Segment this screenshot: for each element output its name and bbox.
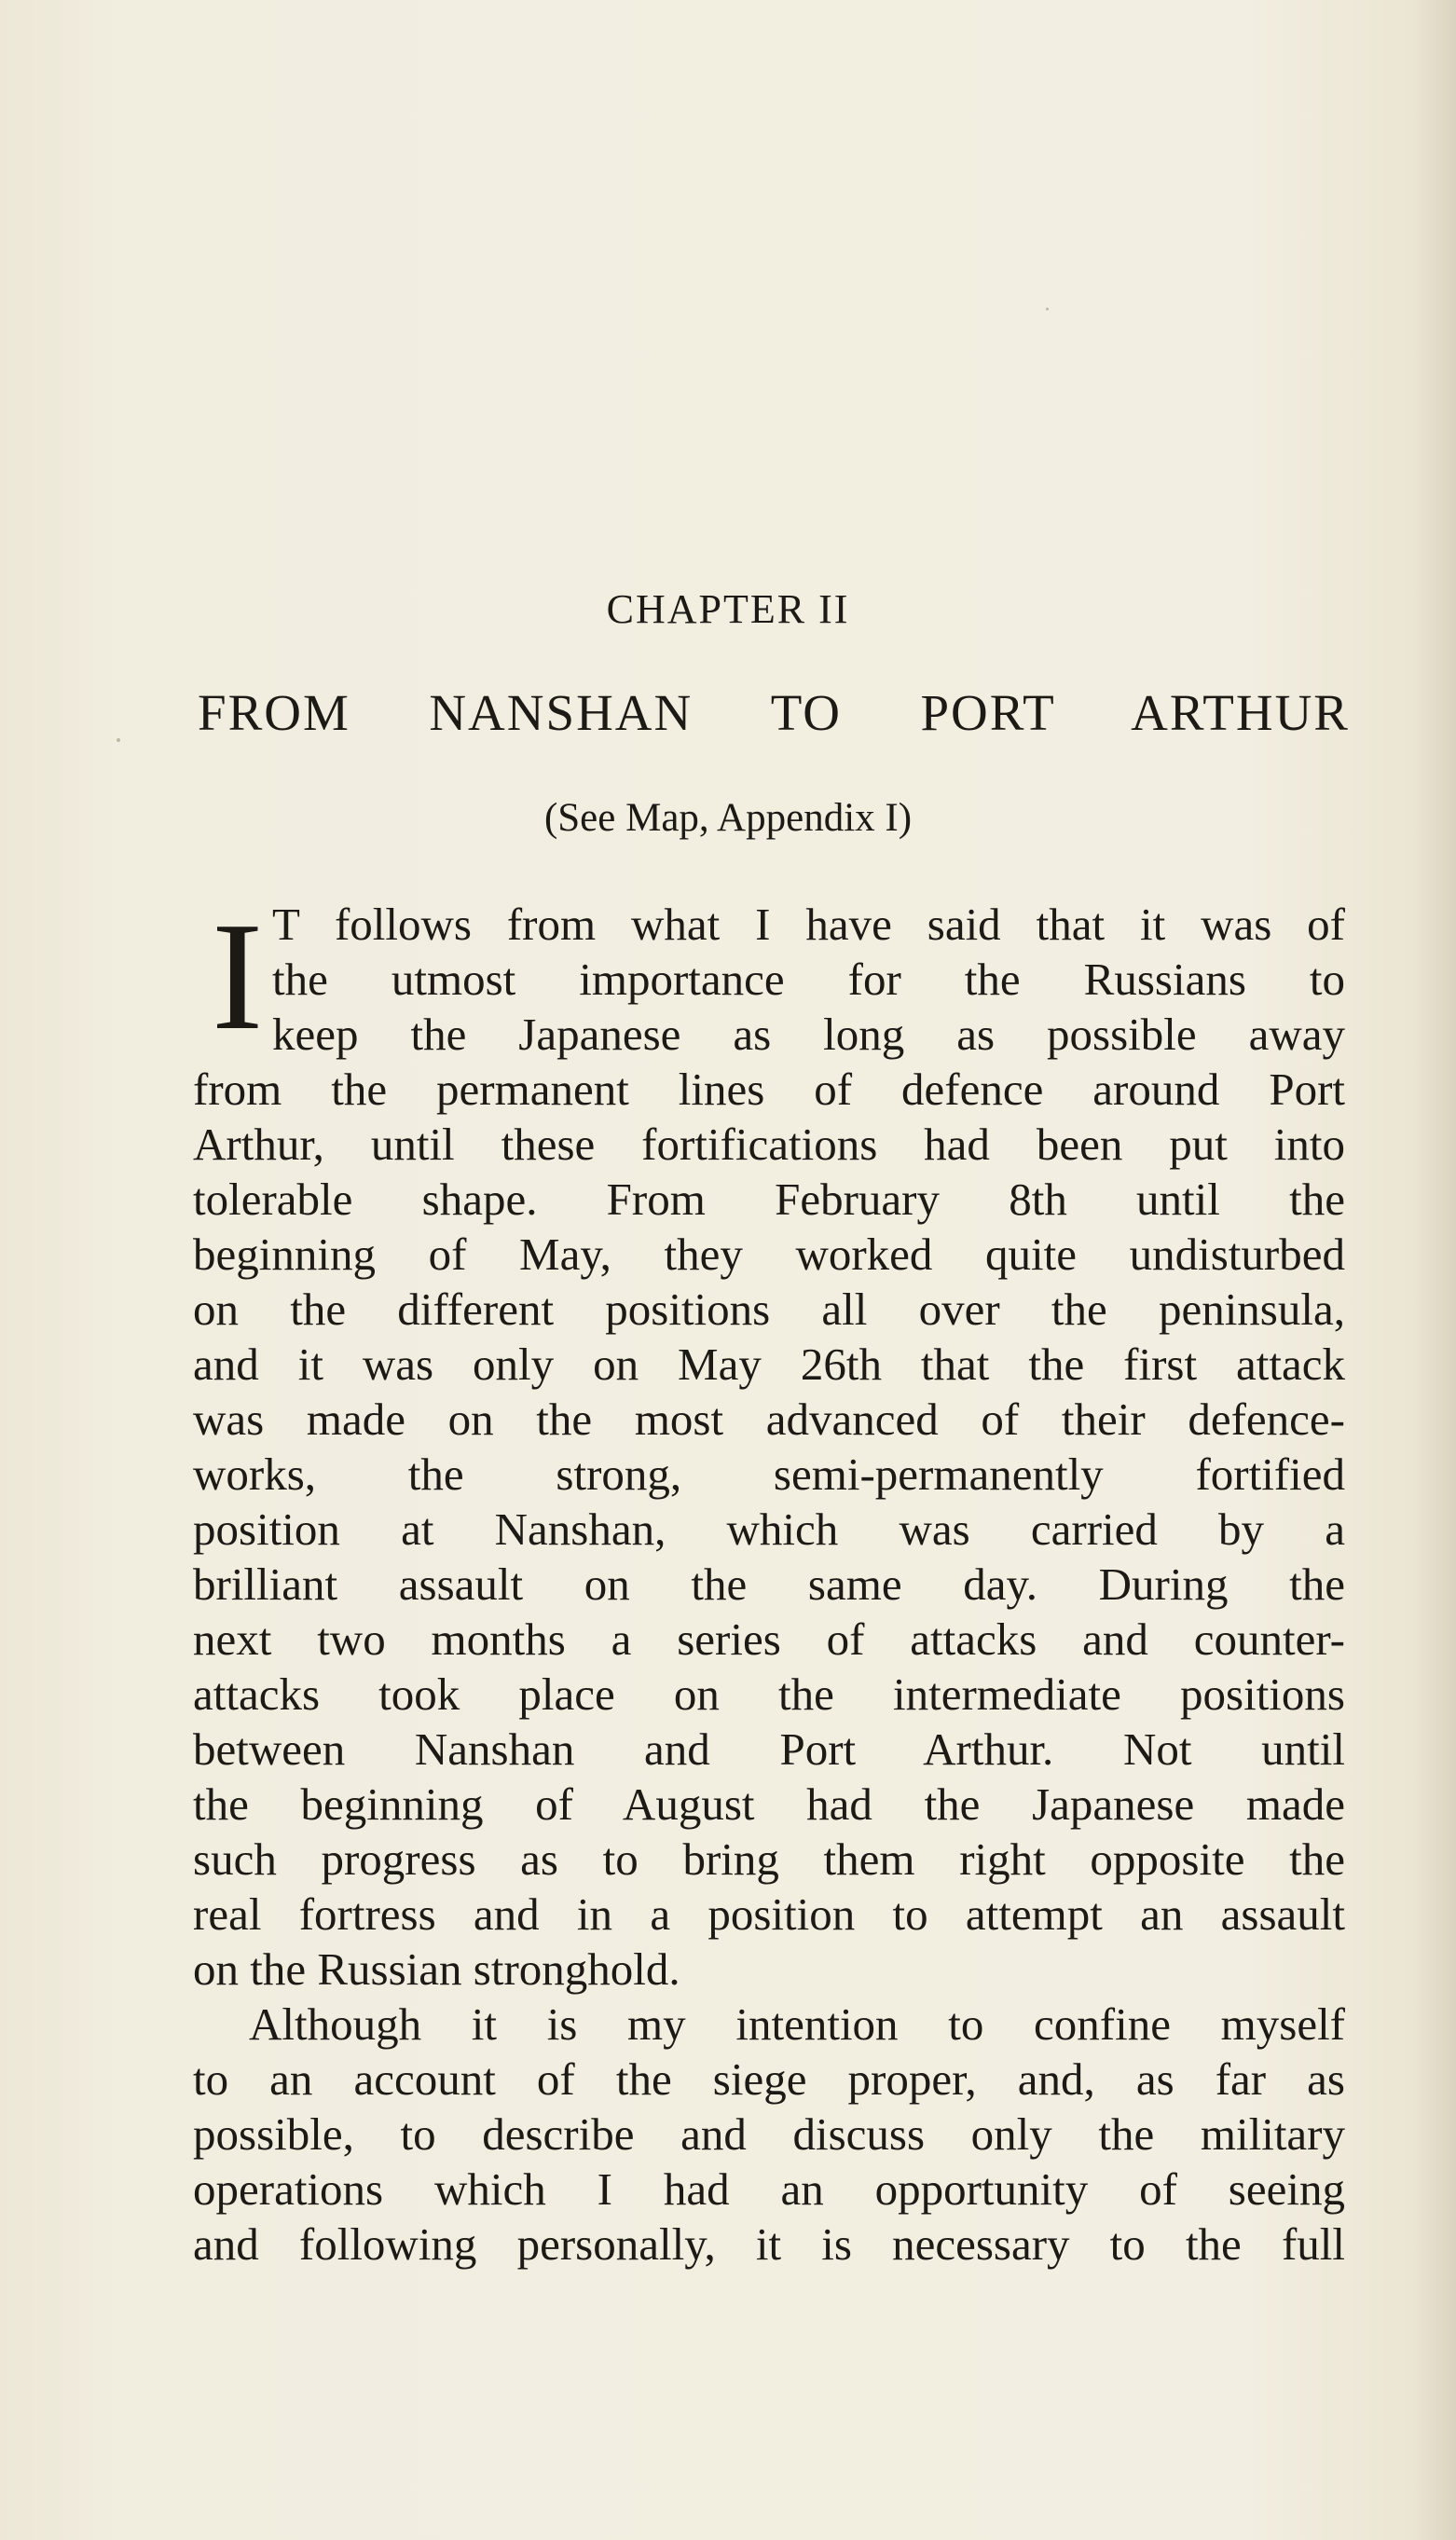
text-line: to an account of the siege proper, and, as far as [193, 2053, 1345, 2105]
text-line: tolerable shape. From February 8th until the [193, 1174, 1345, 1225]
text-line: from the permanent lines of defence around Port [193, 1064, 1345, 1115]
drop-cap: I [212, 890, 264, 1062]
text-line: and it was only on May 26th that the first attack [193, 1339, 1345, 1390]
text-line: attacks took place on the intermediate positions [193, 1668, 1345, 1720]
paper-speck [117, 738, 120, 742]
chapter-subtitle: (See Map, Appendix I) [543, 796, 913, 840]
chapter-title: FROM NANSHAN TO PORT ARTHUR [198, 684, 1350, 741]
text-line: operations which I had an opportunity of seeing [193, 2163, 1345, 2215]
text-line: works, the strong, semi-permanently fortified [193, 1448, 1345, 1500]
text-line: Although it is my intention to confine myself [249, 1998, 1345, 2050]
text-line: real fortress and in a position to attempt an assault [193, 1888, 1345, 1940]
text-line: possible, to describe and discuss only the military [193, 2108, 1345, 2160]
text-line: the beginning of August had the Japanese made [193, 1778, 1345, 1830]
text-line: beginning of May, they worked quite undisturbed [193, 1229, 1345, 1280]
text-line: keep the Japanese as long as possible away [272, 1009, 1345, 1060]
text-line: between Nanshan and Port Arthur. Not until [193, 1723, 1345, 1775]
text-line: Arthur, until these fortifications had been put into [193, 1119, 1345, 1170]
text-line: the utmost importance for the Russians to [272, 954, 1345, 1005]
chapter-label: CHAPTER II [606, 586, 850, 632]
text-line: on the different positions all over the peninsula, [193, 1284, 1345, 1335]
text-line: brilliant assault on the same day. During the [193, 1558, 1345, 1610]
text-line: next two months a series of attacks and counter- [193, 1613, 1345, 1665]
body-text [193, 890, 1345, 2272]
text-line: was made on the most advanced of their defence- [193, 1394, 1345, 1445]
text-line: T follows from what I have said that it was of [272, 899, 1345, 950]
text-line: such progress as to bring them right opposite the [193, 1833, 1345, 1885]
text-line: and following personally, it is necessary to the full [193, 2218, 1345, 2270]
text-line: position at Nanshan, which was carried by a [193, 1503, 1345, 1555]
text-line: on the Russian stronghold. [193, 1943, 680, 1995]
paper-speck [1046, 308, 1049, 310]
